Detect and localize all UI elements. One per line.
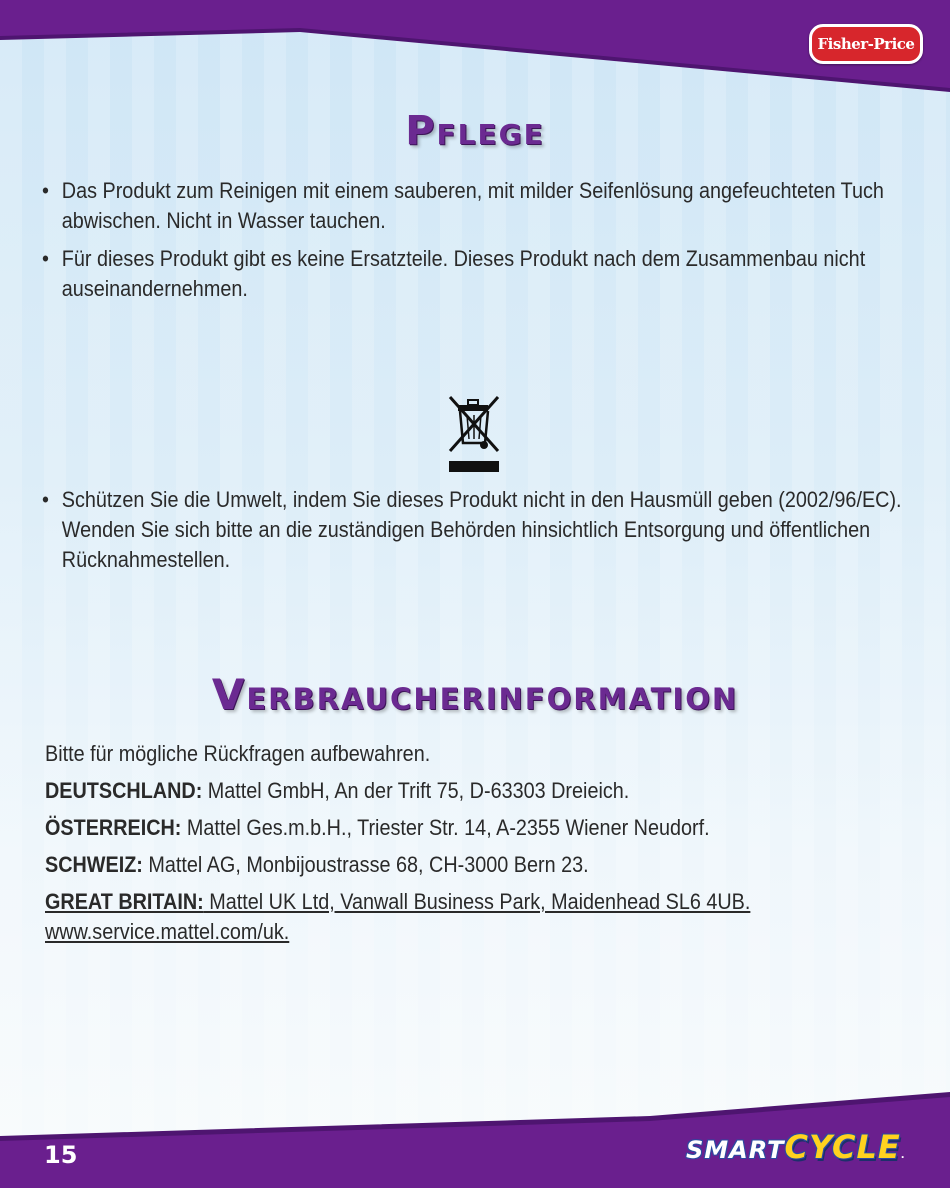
contact-label: DEUTSCHLAND: xyxy=(45,778,203,803)
smart-cycle-logo xyxy=(686,1128,905,1168)
contact-switzerland xyxy=(45,850,855,880)
contact-text: Mattel AG, Monbijoustrasse 68, CH-3000 Bern 23. xyxy=(142,852,589,877)
consumer-info-title: Verbraucherinformation xyxy=(211,670,739,719)
contact-text: Mattel Ges.m.b.H., Triester Str. 14, A-2355 Wiener Neudorf. xyxy=(181,815,710,840)
header-band xyxy=(0,0,950,100)
contact-austria xyxy=(45,813,855,843)
contact-label: GREAT BRITAIN: xyxy=(45,889,204,914)
list-item xyxy=(42,485,926,575)
page-number: 15 xyxy=(44,1141,78,1169)
consumer-info-block xyxy=(45,739,945,947)
list-item xyxy=(42,244,926,304)
list-item-text: Das Produkt zum Reinigen mit einem sauberen, mit milder Seifenlösung angefeuchteten Tuch abwischen. Nicht in Wasser tauchen. xyxy=(61,178,884,233)
list-item xyxy=(42,176,926,236)
contact-great-britain xyxy=(45,887,855,917)
contact-label: SCHWEIZ: xyxy=(45,852,143,877)
intro-text: Bitte für mögliche Rückfragen aufbewahren. xyxy=(45,741,431,766)
contact-label: ÖSTERREICH: xyxy=(45,815,182,840)
uk-website-link[interactable]: www.service.mattel.com/uk. xyxy=(45,919,290,944)
fisher-price-logo: Fisher-Price xyxy=(809,24,923,64)
contact-text: Mattel UK Ltd, Vanwall Business Park, Maidenhead SL6 4UB. xyxy=(203,889,751,914)
crossed-out-wheelie-bin-icon xyxy=(447,395,501,475)
bullet-icon: • xyxy=(42,246,49,271)
pflege-list xyxy=(42,176,922,312)
list-item-text: Schützen Sie die Umwelt, indem Sie dieses Produkt nicht in den Hausmüll geben (2002/96/EC). Wenden Sie sich bitte an die zuständigen Behörden hinsichtlich Entsorgung und öffentlichen Rücknahmestellen. xyxy=(61,487,902,572)
pflege-title: Pflege xyxy=(405,108,545,154)
contact-text: Mattel GmbH, An der Trift 75, D-63303 Dreieich. xyxy=(202,778,630,803)
logo-smart-text: SMART xyxy=(686,1136,785,1164)
logo-cycle-text: CYCLE xyxy=(784,1128,901,1166)
contact-germany xyxy=(45,776,855,806)
list-item-text: Für dieses Produkt gibt es keine Ersatzteile. Dieses Produkt nach dem Zusammenbau nicht auseinandernehmen. xyxy=(61,246,866,301)
environment-list xyxy=(42,485,922,583)
bullet-icon: • xyxy=(42,178,49,203)
trademark-mark: . xyxy=(900,1150,905,1161)
bullet-icon: • xyxy=(42,487,49,512)
